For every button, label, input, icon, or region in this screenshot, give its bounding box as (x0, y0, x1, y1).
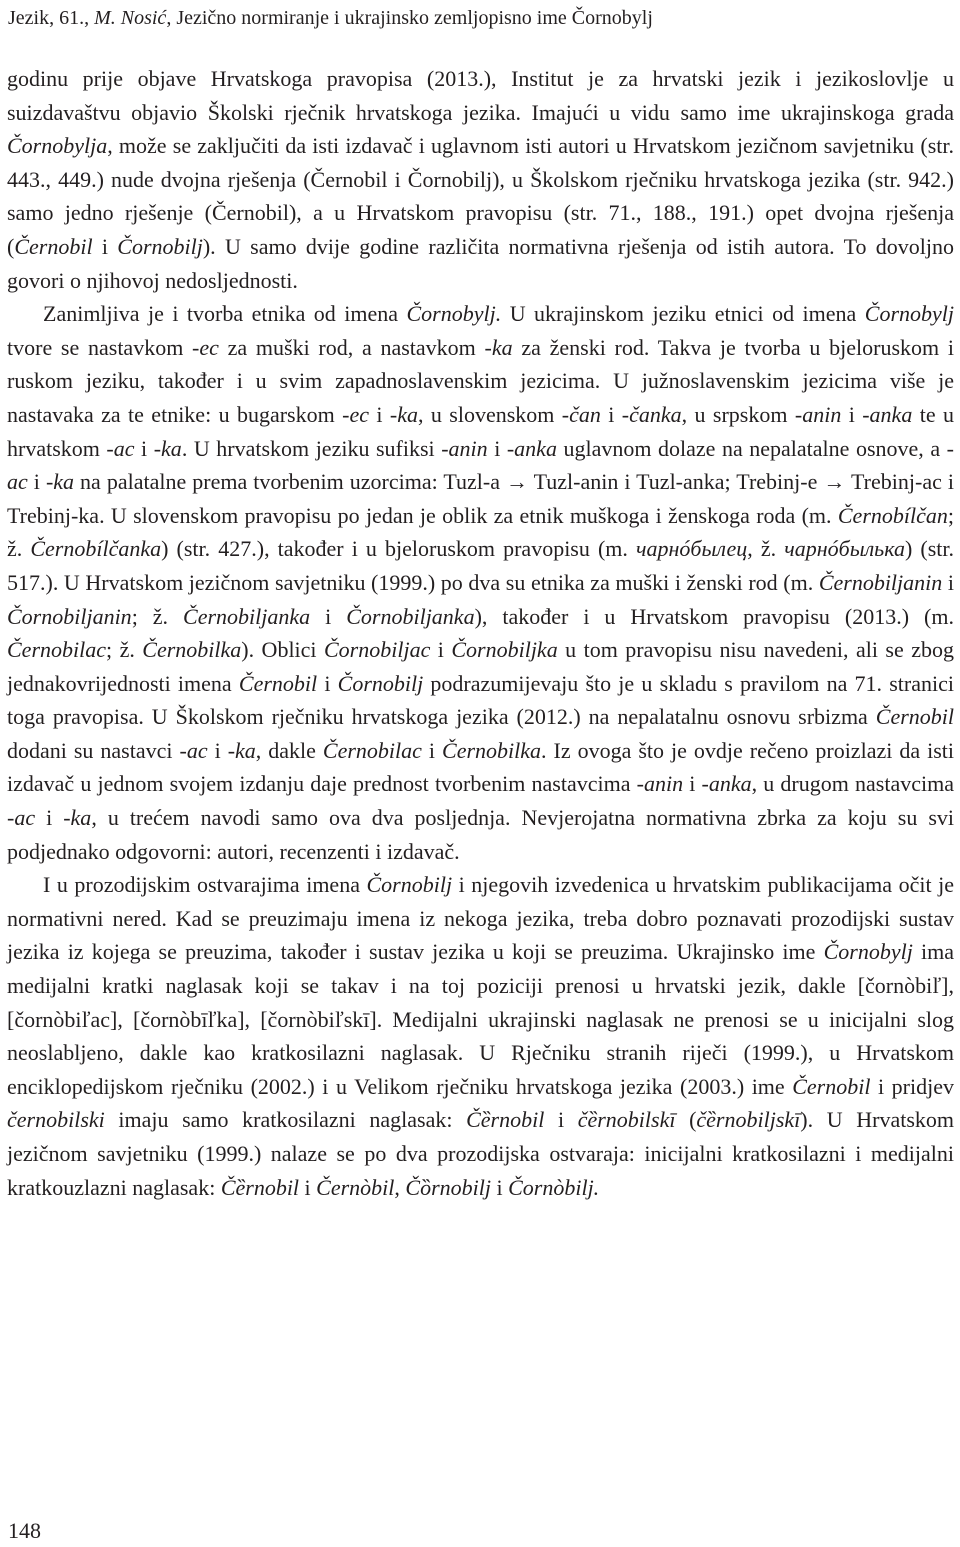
text-run: i (299, 1174, 317, 1200)
text-run: i pridjev (870, 1073, 954, 1099)
text-run: i (683, 771, 702, 797)
italic-term: čȅrnobilskī (577, 1107, 676, 1133)
italic-term: Černobiljanin (818, 569, 943, 595)
text-run: te u hrvatskom (7, 401, 954, 461)
text-run: . Iz ovoga što je ovdje rečeno proizlazi da isti izdavač u jednom svojem izdanju daje prednost tvorbenim nastavcima (7, 737, 954, 797)
body-paragraph (7, 868, 954, 1204)
page-number: 148 (8, 1518, 41, 1543)
italic-term: -anka (506, 435, 557, 461)
italic-term: -ka (227, 737, 256, 763)
italic-term: Černobilac (7, 637, 106, 663)
text-run: za ženski rod. Takva je tvorba u bjeloruskom i ruskom jeziku, također i u svim zapadnoslavenskim jezicima. U južnoslavenskim jezicima više je nastavaka za te etnike: u bugarskom (7, 334, 954, 427)
italic-term: -ka (63, 805, 92, 831)
text-run: i (600, 401, 622, 427)
italic-term: -anka (701, 771, 752, 797)
text-run: ) (str. 427.), također i u bjeloruskom pravopisu (m. (161, 536, 636, 562)
text-run: uglavnom dolaze na nepalatalne osnove, a (556, 435, 947, 461)
body-paragraph (7, 62, 954, 297)
text-run: U ukrajinskom jeziku etnici od imena (501, 301, 865, 327)
italic-term: Černobilac (322, 737, 422, 763)
running-header (8, 6, 952, 30)
text-run: , u trećem navodi samo ova dva posljednja. Nevjerojatna normativna zbrka za koju su svi podjednako odgovorni: autori, recenzenti i izdavač. (7, 805, 954, 864)
text-run: ; ž. (131, 603, 184, 629)
italic-term: Černobil (875, 704, 954, 730)
italic-term: Černobiljanka (183, 603, 311, 629)
italic-term: Čornobylj (864, 301, 954, 327)
italic-term: Čȅrnobil (220, 1174, 300, 1200)
italic-term: -anin (636, 771, 684, 797)
italic-term: Čornobilj (117, 233, 203, 259)
italic-term: -anka (862, 401, 913, 427)
italic-term: чарнóбылька (784, 536, 905, 562)
italic-term: Čornòbilj. (508, 1174, 600, 1200)
text-run: , u slovenskom (417, 401, 562, 427)
italic-term: Čornobilj (366, 872, 453, 898)
italic-term: černobilski (7, 1107, 105, 1133)
italic-term: -anin (441, 435, 488, 461)
italic-term: -ac (179, 737, 208, 763)
text-run: i (207, 737, 228, 763)
italic-term: Čornobiljac (324, 637, 431, 663)
body-paragraph (7, 297, 954, 868)
italic-term: Černobílčanka (30, 536, 162, 562)
italic-term: Černobilka (142, 637, 242, 663)
text-run: ( (675, 1107, 697, 1133)
text-run: ). Oblici (241, 637, 324, 663)
text-run: i (430, 637, 452, 663)
text-run: imaju samo kratkosilazni naglasak: (104, 1107, 467, 1133)
italic-term: Čornobiljanka (346, 603, 475, 629)
text-run: , u srpskom (681, 401, 795, 427)
text-run: i (421, 737, 443, 763)
text-run: ). U samo dvije godine različita normativna rješenja od istih autora. To dovoljno govori o njihovoj nedosljednosti. (7, 233, 954, 293)
header-author: M. Nosić (94, 7, 167, 29)
italic-term: Čȍrnobilj (405, 1174, 491, 1200)
text-run: u tom pravopisu nisu navedeni, ali se zbog jednakovrijednosti imena (7, 637, 954, 696)
italic-term: Černobílčan (837, 502, 948, 528)
text-run: i njegovih izvedenica u hrvatskim publikacijama očit je normativni nered. Kad se preuzimaju imena iz nekoga jezika, treba dobro poznavati prozodijski sustav jezika iz kojega se preuzima, također i sustav jezika u koji se preuzima. Ukrajinsko ime (7, 872, 955, 965)
text-run: Zanimljiva je i tvorba etnika od imena (43, 301, 407, 327)
italic-term: Čȅrnobil (466, 1107, 545, 1133)
italic-term: Černobil (238, 670, 318, 696)
text-run: tvore se nastavkom (7, 334, 193, 360)
text-run: ) (str. 517.). U Hrvatskom jezičnom savjetniku (1999.) po dva su etnika za muški i ženski rod (m. (7, 536, 954, 595)
text-run: ; ž. (7, 502, 954, 562)
text-run: , (394, 1174, 406, 1200)
text-run: , ž. (747, 536, 785, 562)
text-run: ima medijalni kratki naglasak koji se takav i na toj poziciji prenosi u hrvatski jezik, dakle [čornòbiľ], [čornòbiľac], [čornòbīľka], [čornòbiľskī]. Medijalni ukrajinski naglasak ne prenosi se u inicijalni slog neoslabljeno, dakle kao kratkosilazni naglasak. U Rječniku stranih riječi (1999.), u Hrvatskom enciklopedijskom rječniku (2002.) i u Velikom rječniku hrvatskoga jezika (2003.) ime (7, 939, 954, 1099)
italic-term: Čornobylj. (406, 301, 502, 327)
text-run: ; ž. (106, 637, 143, 663)
text-run: i (92, 233, 118, 259)
text-run: ), također i u Hrvatskom pravopisu (2013.) (m. (474, 603, 954, 629)
italic-term: Černòbil (316, 1174, 395, 1200)
italic-term: Čornobilj (337, 670, 424, 696)
text-run: i (487, 435, 507, 461)
italic-term: -ec (192, 334, 219, 360)
italic-term: -čanka (621, 401, 682, 427)
text-run: i (368, 401, 390, 427)
italic-term: -ka (153, 435, 182, 461)
italic-term: чарнóбылец (635, 536, 748, 562)
italic-term: -ec (342, 401, 369, 427)
italic-term: Čornobylj (823, 939, 913, 965)
text-run: na palatalne prema tvorbenim uzorcima: Tuzl-a → Tuzl-anin i Tuzl-anka; Trebinj-e → Trebinj-ac i Trebinj-ka. U slovenskom pravopisu po jedan je oblik za etnik muškoga i ženskoga roda (m. (7, 469, 954, 528)
text-run: i (317, 670, 338, 696)
italic-term: čȅrnobiljskī (696, 1107, 801, 1133)
text-run: i (27, 469, 46, 495)
text-run: dodani su nastavci (7, 737, 180, 763)
italic-term: -ac (106, 435, 135, 461)
text-run: , u drugom nastavcima (751, 771, 954, 797)
header-article-title: , Jezično normiranje i ukrajinsko zemljopisno ime Čornobylj (166, 7, 653, 29)
header-citation-prefix: Jezik, 61., (8, 7, 95, 29)
italic-term: -čan (561, 401, 601, 427)
italic-term: Černobilka (442, 737, 542, 763)
text-run: . U hrvatskom jeziku sufiksi (181, 435, 442, 461)
italic-term: -ka (45, 469, 75, 495)
text-run: , može se zaključiti da isti izdavač i uglavnom isti autori u Hrvatskom jezičnom savjetniku (str. 443., 449.) nude dvojna rješenja (Černobil i Čornobilj), u Školskom rječniku hrvatskoga jezika (str. 942.) samo jedno rješenje (Černobil), a u Hrvatskom pravopisu (str. 71., 188., 191.) opet dvojna rješenja ( (7, 133, 954, 259)
text-run: i (134, 435, 154, 461)
text-run: i (310, 603, 347, 629)
text-run: i (490, 1174, 509, 1200)
italic-term: Čornobiljanin (7, 603, 132, 629)
italic-term: Čornobylja (7, 133, 108, 159)
text-run: I u prozodijskim ostvarajima imena (43, 872, 367, 898)
text-run: i (544, 1107, 578, 1133)
text-run: , dakle (255, 737, 323, 763)
text-run: i (35, 805, 64, 831)
article-body (7, 62, 954, 1204)
text-run: godinu prije objave Hrvatskoga pravopisa (2013.), Institut je za hrvatski jezik i jezikoslovlje u suizdavaštvu objavio Školski rječnik hrvatskoga jezika. Imajući u vidu samo ime ukrajinskoga grada (7, 66, 954, 125)
text-run: i (942, 569, 954, 595)
italic-term: -ka (484, 334, 513, 360)
text-run: i (841, 401, 863, 427)
italic-term: Černobil (792, 1073, 871, 1099)
text-run: za muški rod, a nastavkom (218, 334, 485, 360)
italic-term: -ac (7, 805, 36, 831)
italic-term: -ac (7, 435, 954, 495)
italic-term: -anin (794, 401, 842, 427)
text-run: ). U Hrvatskom jezičnom savjetniku (1999.) nalaze se po dva prozodijska ostvaraja: inicijalni kratkosilazni i medijalni kratkouzlazni naglasak: (7, 1107, 954, 1200)
italic-term: Černobil (14, 233, 93, 259)
italic-term: Čornobiljka (451, 637, 558, 663)
italic-term: -ka (389, 401, 418, 427)
text-run: podrazumijevaju što je u skladu s pravilom na 71. stranici toga pravopisa. U Školskom rječniku hrvatskoga jezika (2012.) na nepalatalnu osnovu srbizma (7, 670, 954, 730)
